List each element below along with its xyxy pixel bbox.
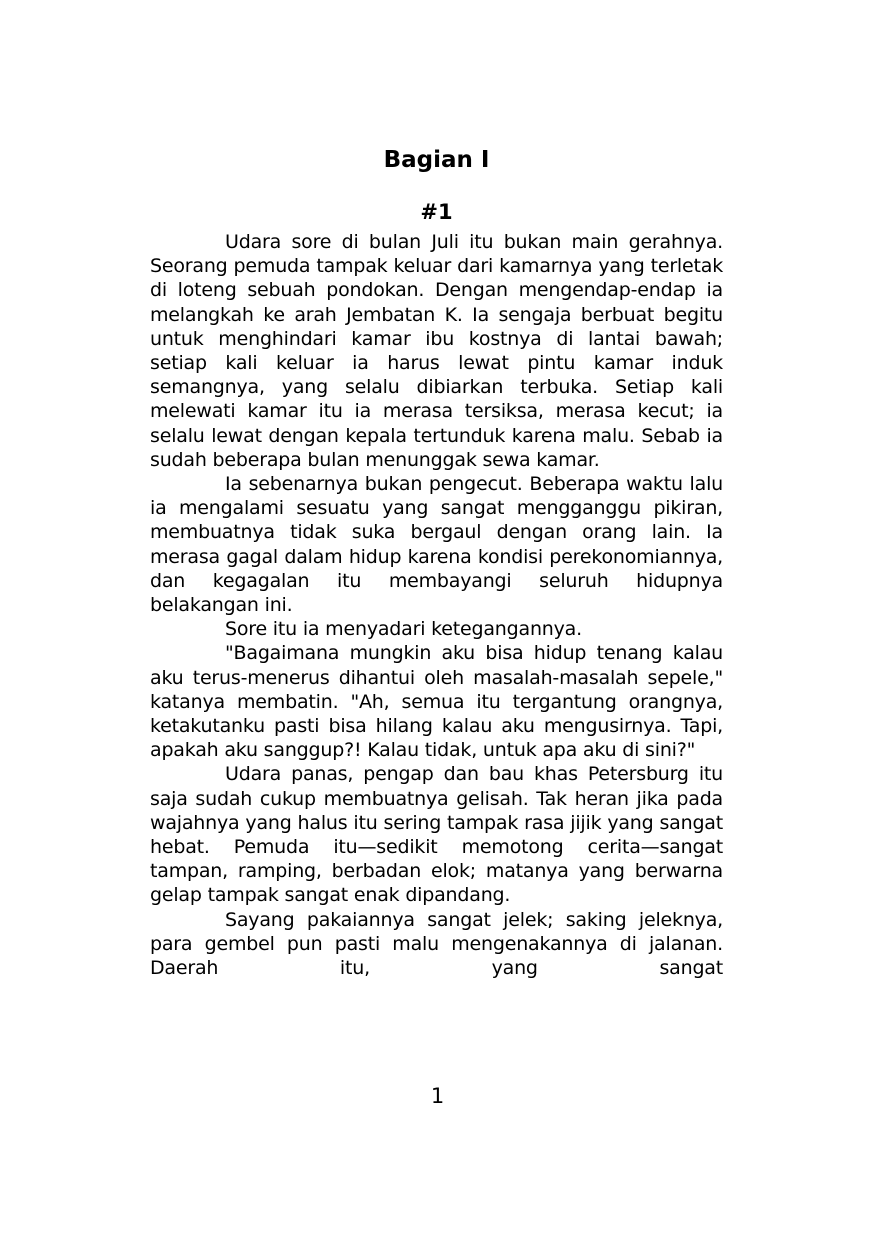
paragraph: Udara sore di bulan Juli itu bukan main gerahnya. Seorang pemuda tampak keluar dari kamarnya yang terletak di loteng sebuah pondokan. Dengan mengendap-endap ia melangkah ke arah Jembatan K. Ia sengaja berbuat begitu untuk menghindari kamar ibu kostnya di lantai bawah; setiap kali keluar ia harus lewat pintu kamar induk semangnya, yang selalu dibiarkan terbuka. Setiap kali melewati kamar itu ia merasa tersiksa, merasa kecut; ia selalu lewat dengan kepala tertunduk karena malu. Sebab ia sudah beberapa bulan menunggak sewa kamar. bbox=[150, 231, 723, 471]
chapter-title: #1 bbox=[420, 200, 453, 224]
paragraph: Ia sebenarnya bukan pengecut. Beberapa waktu lalu ia mengalami sesuatu yang sangat mengganggu pikiran, membuatnya tidak suka bergaul dengan orang lain. Ia merasa gagal dalam hidup karena kondisi perekonomiannya, dan kegagalan itu membayangi seluruh hidupnya belakangan ini. bbox=[150, 473, 723, 617]
page-content bbox=[150, 146, 723, 980]
paragraph: "Bagaimana mungkin aku bisa hidup tenang kalau aku terus-menerus dihantui oleh masalah-masalah sepele," katanya membatin. "Ah, semua itu tergantung orangnya, ketakutanku pasti bisa hilang kalau aku mengusirnya. Tapi, apakah aku sanggup?! Kalau tidak, untuk apa aku di sini?" bbox=[150, 642, 723, 762]
paragraph: Sayang pakaiannya sangat jelek; saking jeleknya, para gembel pun pasti malu mengenakannya di jalanan. Daerah itu, yang sangat bbox=[150, 908, 723, 980]
page-number: 1 bbox=[430, 1084, 445, 1108]
paragraph: Sore itu ia menyadari ketegangannya. bbox=[225, 618, 582, 641]
part-title: Bagian I bbox=[383, 147, 490, 173]
paragraph: Udara panas, pengap dan bau khas Petersburg itu saja sudah cukup membuatnya gelisah. Tak heran jika pada wajahnya yang halus itu sering tampak rasa jijik yang sangat hebat. Pemuda itu—sedikit memotong cerita—sangat tampan, ramping, berbadan elok; matanya yang berwarna gelap tampak sangat enak dipandang. bbox=[150, 763, 723, 907]
